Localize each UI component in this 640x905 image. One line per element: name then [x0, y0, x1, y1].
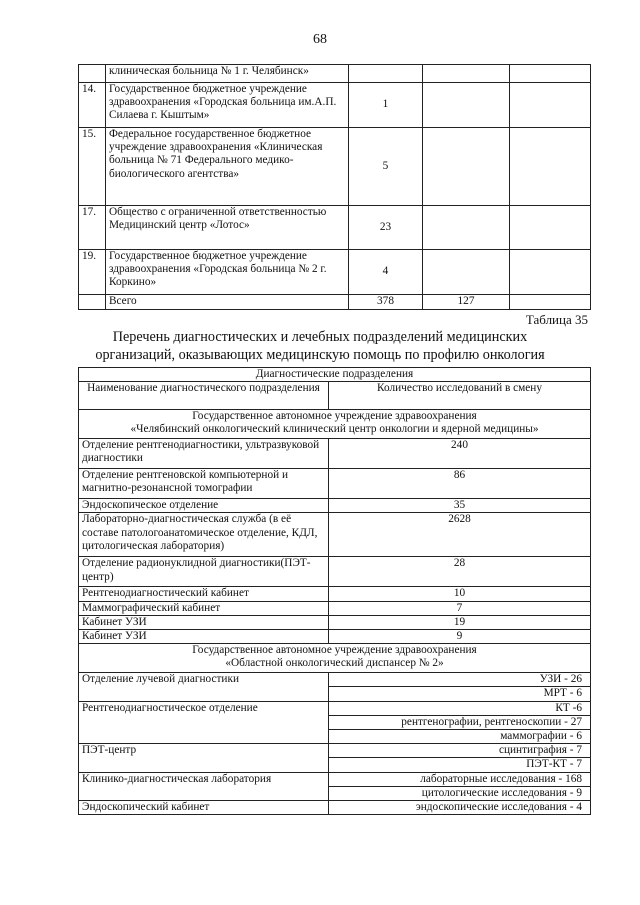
- row-number: 19.: [79, 250, 106, 295]
- table-row: [79, 65, 591, 83]
- unit-name: Лабораторно-диагностическая служба (в её составе патологоанатомическое отделение, КДЛ, цитологическая лаборатория): [79, 513, 329, 557]
- total-value2: 127: [423, 295, 510, 310]
- table-row: [79, 744, 591, 758]
- empty-cell: [510, 83, 591, 128]
- unit-name: Эндоскопический кабинет: [79, 801, 329, 815]
- unit-value: 86: [329, 469, 591, 499]
- section-row: [79, 368, 591, 382]
- row-number: 15.: [79, 128, 106, 206]
- value-cell: [349, 65, 423, 83]
- empty-cell: [510, 128, 591, 206]
- value2-cell: [423, 250, 510, 295]
- unit-value: 240: [329, 439, 591, 469]
- table-row: [79, 499, 591, 513]
- hospital-table: [78, 64, 591, 310]
- table-row: [79, 801, 591, 815]
- table-heading: [0, 329, 640, 364]
- heading-line: организаций, оказывающих медицинскую помощь по профилю онкология: [95, 346, 545, 363]
- org-title-line: «Челябинский онкологический клинический центр онкологии и ядерной медицины»: [130, 423, 539, 436]
- value-cell: 23: [349, 206, 423, 250]
- unit-value: эндоскопические исследования - 4: [329, 801, 591, 815]
- unit-value: сцинтиграфия - 7: [329, 744, 591, 758]
- unit-value: УЗИ - 26: [329, 673, 591, 687]
- value2-cell: [423, 128, 510, 206]
- unit-name: ПЭТ-центр: [79, 744, 329, 772]
- org-row: [79, 644, 591, 673]
- table-row: [79, 206, 591, 250]
- table-row: [79, 673, 591, 687]
- unit-name: Кабинет УЗИ: [79, 630, 329, 644]
- org-name: Федеральное государственное бюджетное учреждение здравоохранения «Клиническая больница № 71 Федерального медико-биологического агентства»: [106, 128, 349, 206]
- table-row: [79, 587, 591, 601]
- table-row: [79, 601, 591, 615]
- org-title: [79, 410, 591, 439]
- unit-name: Рентгенодиагностическое отделение: [79, 701, 329, 744]
- total-value: 378: [349, 295, 423, 310]
- unit-value: рентгенографии, рентгеноскопии - 27: [329, 715, 591, 729]
- org-title-line: Государственное автономное учреждение здравоохранения: [192, 644, 477, 657]
- table-row: [79, 701, 591, 715]
- column-header: Количество исследований в смену: [329, 382, 591, 410]
- unit-name: Отделение рентгеновской компьютерной и магнитно-резонансной томографии: [79, 469, 329, 499]
- row-number: 14.: [79, 83, 106, 128]
- unit-value: 19: [329, 615, 591, 629]
- unit-value: 35: [329, 499, 591, 513]
- table-row: [79, 83, 591, 128]
- org-name: клиническая больница № 1 г. Челябинск»: [106, 65, 349, 83]
- table-row: [79, 630, 591, 644]
- unit-value: 7: [329, 601, 591, 615]
- value2-cell: [423, 206, 510, 250]
- empty-cell: [510, 65, 591, 83]
- value2-cell: [423, 65, 510, 83]
- unit-value: КТ -6: [329, 701, 591, 715]
- org-name: Государственное бюджетное учреждение здравоохранения «Городская больница им.А.П. Силаева г. Кыштым»: [106, 83, 349, 128]
- unit-name: Эндоскопическое отделение: [79, 499, 329, 513]
- unit-value: маммографии - 6: [329, 730, 591, 744]
- unit-name: Клинико-диагностическая лаборатория: [79, 772, 329, 800]
- unit-name: Отделение радионуклидной диагностики(ПЭТ-центр): [79, 557, 329, 587]
- row-number: [79, 295, 106, 310]
- unit-value: ПЭТ-КТ - 7: [329, 758, 591, 772]
- table-row: [79, 439, 591, 469]
- column-header: Наименование диагностического подразделения: [79, 382, 329, 410]
- unit-value: 10: [329, 587, 591, 601]
- unit-name: Отделение рентгенодиагностики, ультразвуковой диагностики: [79, 439, 329, 469]
- row-number: 17.: [79, 206, 106, 250]
- unit-value: цитологические исследования - 9: [329, 786, 591, 800]
- table-row: [79, 557, 591, 587]
- value2-cell: [423, 83, 510, 128]
- empty-cell: [510, 295, 591, 310]
- row-number: [79, 65, 106, 83]
- table-row: [79, 250, 591, 295]
- unit-name: Кабинет УЗИ: [79, 615, 329, 629]
- table-row-total: [79, 295, 591, 310]
- org-name: Общество с ограниченной ответственностью Медицинский центр «Лотос»: [106, 206, 349, 250]
- value-cell: 1: [349, 83, 423, 128]
- unit-value: 2628: [329, 513, 591, 557]
- unit-name: Рентгенодиагностический кабинет: [79, 587, 329, 601]
- unit-value: лабораторные исследования - 168: [329, 772, 591, 786]
- value-cell: 5: [349, 128, 423, 206]
- value-cell: 4: [349, 250, 423, 295]
- page-number: 68: [313, 32, 327, 47]
- empty-cell: [510, 250, 591, 295]
- table-row: [79, 128, 591, 206]
- unit-value: МРТ - 6: [329, 687, 591, 701]
- org-name: Государственное бюджетное учреждение здравоохранения «Городская больница № 2 г. Коркино»: [106, 250, 349, 295]
- unit-value: 28: [329, 557, 591, 587]
- org-title-line: Государственное автономное учреждение здравоохранения: [192, 410, 477, 423]
- unit-name: Отделение лучевой диагностики: [79, 673, 329, 701]
- total-label: Всего: [106, 295, 349, 310]
- table-row: [79, 469, 591, 499]
- org-row: [79, 410, 591, 439]
- unit-name: Маммографический кабинет: [79, 601, 329, 615]
- header-row: [79, 382, 591, 410]
- heading-line: Перечень диагностических и лечебных подразделений медицинских: [112, 329, 528, 345]
- empty-cell: [510, 206, 591, 250]
- table-row: [79, 513, 591, 557]
- org-title-line: «Областной онкологический диспансер № 2»: [225, 657, 444, 670]
- unit-value: 9: [329, 630, 591, 644]
- table-row: [79, 772, 591, 786]
- table-row: [79, 615, 591, 629]
- section-title: Диагностические подразделения: [79, 368, 591, 382]
- diagnostic-units-table: [78, 367, 591, 815]
- table-label: Таблица 35: [525, 312, 588, 327]
- org-title: [79, 644, 591, 673]
